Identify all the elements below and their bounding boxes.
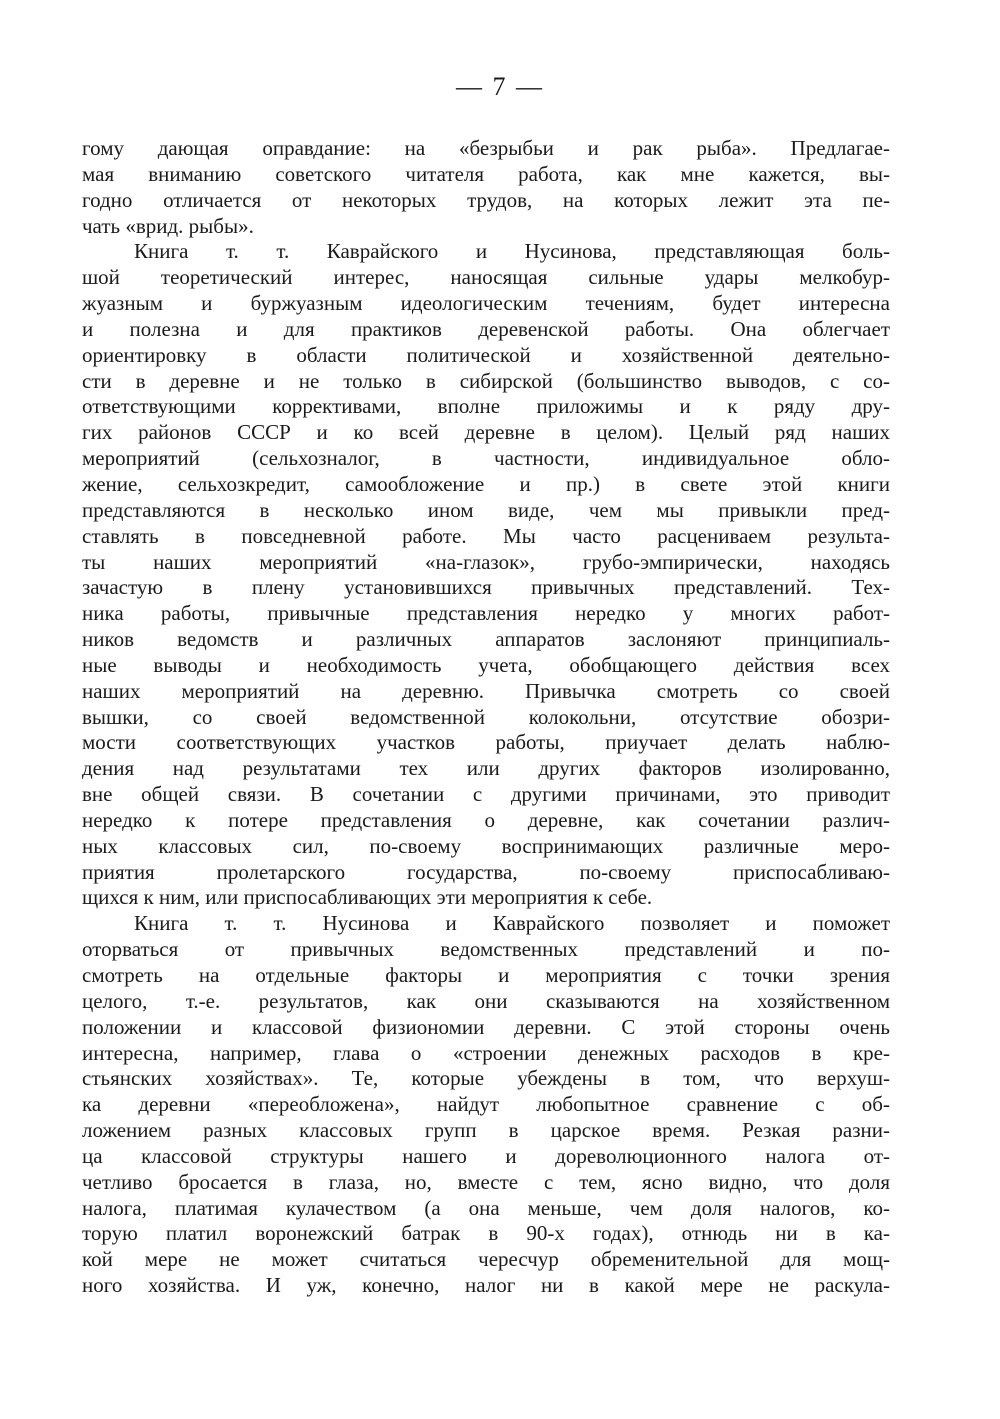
text-line: вне общей связи. В сочетании с другими причинами, это приводит	[82, 782, 890, 807]
text-line: вышки, со своей ведомственной колокольни, отсутствие обозри-	[82, 704, 890, 729]
text-line: ца классовой структуры нашего и дореволюционного налога от-	[82, 1143, 890, 1168]
text-line: четливо бросается в глаза, но, вместе с тем, ясно видно, что доля	[82, 1169, 890, 1194]
text-line: годно отличается от некоторых трудов, на которых лежит эта пе-	[82, 187, 890, 212]
text-line: дения над результатами тех или других факторов изолированно,	[82, 756, 890, 781]
text-line: ного хозяйства. И уж, конечно, налог ни в какой мере не раскула-	[82, 1273, 890, 1298]
text-line: ставлять в повседневной работе. Мы часто расцениваем результа-	[82, 523, 890, 548]
text-line: сти в деревне и не только в сибирской (большинство выводов, с со-	[82, 368, 890, 393]
text-line: наших мероприятий на деревню. Привычка смотреть со своей	[82, 678, 890, 703]
text-line: жуазным и буржуазным идеологическим течениям, будет интересна	[82, 291, 890, 316]
text-line: торую платил воронежский батрак в 90-х годах), отнюдь ни в ка-	[82, 1221, 890, 1246]
body-text	[82, 136, 890, 1299]
text-line: нередко к потере представления о деревне, как сочетании различ-	[82, 807, 890, 832]
text-line: мости соответствующих участков работы, приучает делать наблю-	[82, 730, 890, 755]
text-line: ложением разных классовых групп в царское время. Резкая разни-	[82, 1118, 890, 1143]
text-line: щихся к ним, или приспосабливающих эти мероприятия к себе.	[82, 885, 653, 910]
text-line: ные выводы и необходимость учета, обобщающего действия всех	[82, 652, 890, 677]
text-line: ных классовых сил, по-своему воспринимающих различные меро-	[82, 833, 890, 858]
text-line: оторваться от привычных ведомственных представлений и по-	[82, 937, 890, 962]
text-line: ников ведомств и различных аппаратов заслоняют принципиаль-	[82, 627, 890, 652]
text-line: интересна, например, глава о «строении денежных расходов в кре-	[82, 1040, 890, 1065]
text-line: ка деревни «переобложена», найдут любопытное сравнение с об-	[82, 1092, 890, 1117]
text-line: чать «врид. рыбы».	[82, 213, 254, 238]
text-line: стьянских хозяйствах». Те, которые убеждены в том, что верхуш-	[82, 1066, 890, 1091]
text-line: Книга т. т. Нусинова и Каврайского позволяет и поможет	[134, 911, 890, 936]
text-line: кой мере не может считаться чересчур обременительной для мощ-	[82, 1247, 890, 1272]
text-line: положении и классовой физиономии деревни. С этой стороны очень	[82, 1014, 890, 1039]
page-number: — 7 —	[456, 72, 544, 101]
text-line: налога, платимая кулачеством (а она меньше, чем доля налогов, ко-	[82, 1195, 890, 1220]
text-line: приятия пролетарского государства, по-своему приспосабливаю-	[82, 859, 890, 884]
text-line: ты наших мероприятий «на-глазок», грубо-эмпирически, находясь	[82, 549, 890, 574]
text-line: гому дающая оправдание: на «безрыбьи и рак рыба». Предлагае-	[82, 136, 890, 160]
text-line: представляются в несколько ином виде, чем мы привыкли пред-	[82, 497, 890, 522]
text-line: мероприятий (сельхозналог, в частности, индивидуальное обло-	[82, 446, 890, 471]
text-line: мая вниманию советского читателя работа, как мне кажется, вы-	[82, 161, 890, 186]
text-line: целого, т.-е. результатов, как они сказываются на хозяйственном	[82, 988, 890, 1013]
text-line: ориентировку в области политической и хозяйственной деятельно-	[82, 342, 890, 367]
text-line: шой теоретический интерес, наносящая сильные удары мелкобур-	[82, 265, 890, 290]
text-line: смотреть на отдельные факторы и мероприятия с точки зрения	[82, 963, 890, 987]
text-line: зачастую в плену установившихся привычных представлений. Тех-	[82, 575, 890, 600]
text-line: жение, сельхозкредит, самообложение и пр.) в свете этой книги	[82, 471, 890, 496]
text-line: Книга т. т. Каврайского и Нусинова, представляющая боль-	[134, 239, 890, 264]
text-line: и полезна и для практиков деревенской работы. Она облегчает	[82, 316, 890, 341]
text-line: ответствующими коррективами, вполне приложимы и к ряду дру-	[82, 394, 890, 419]
text-line: гих районов СССР и ко всей деревне в целом). Целый ряд наших	[82, 420, 890, 445]
text-line: ника работы, привычные представления нередко у многих работ-	[82, 601, 890, 626]
